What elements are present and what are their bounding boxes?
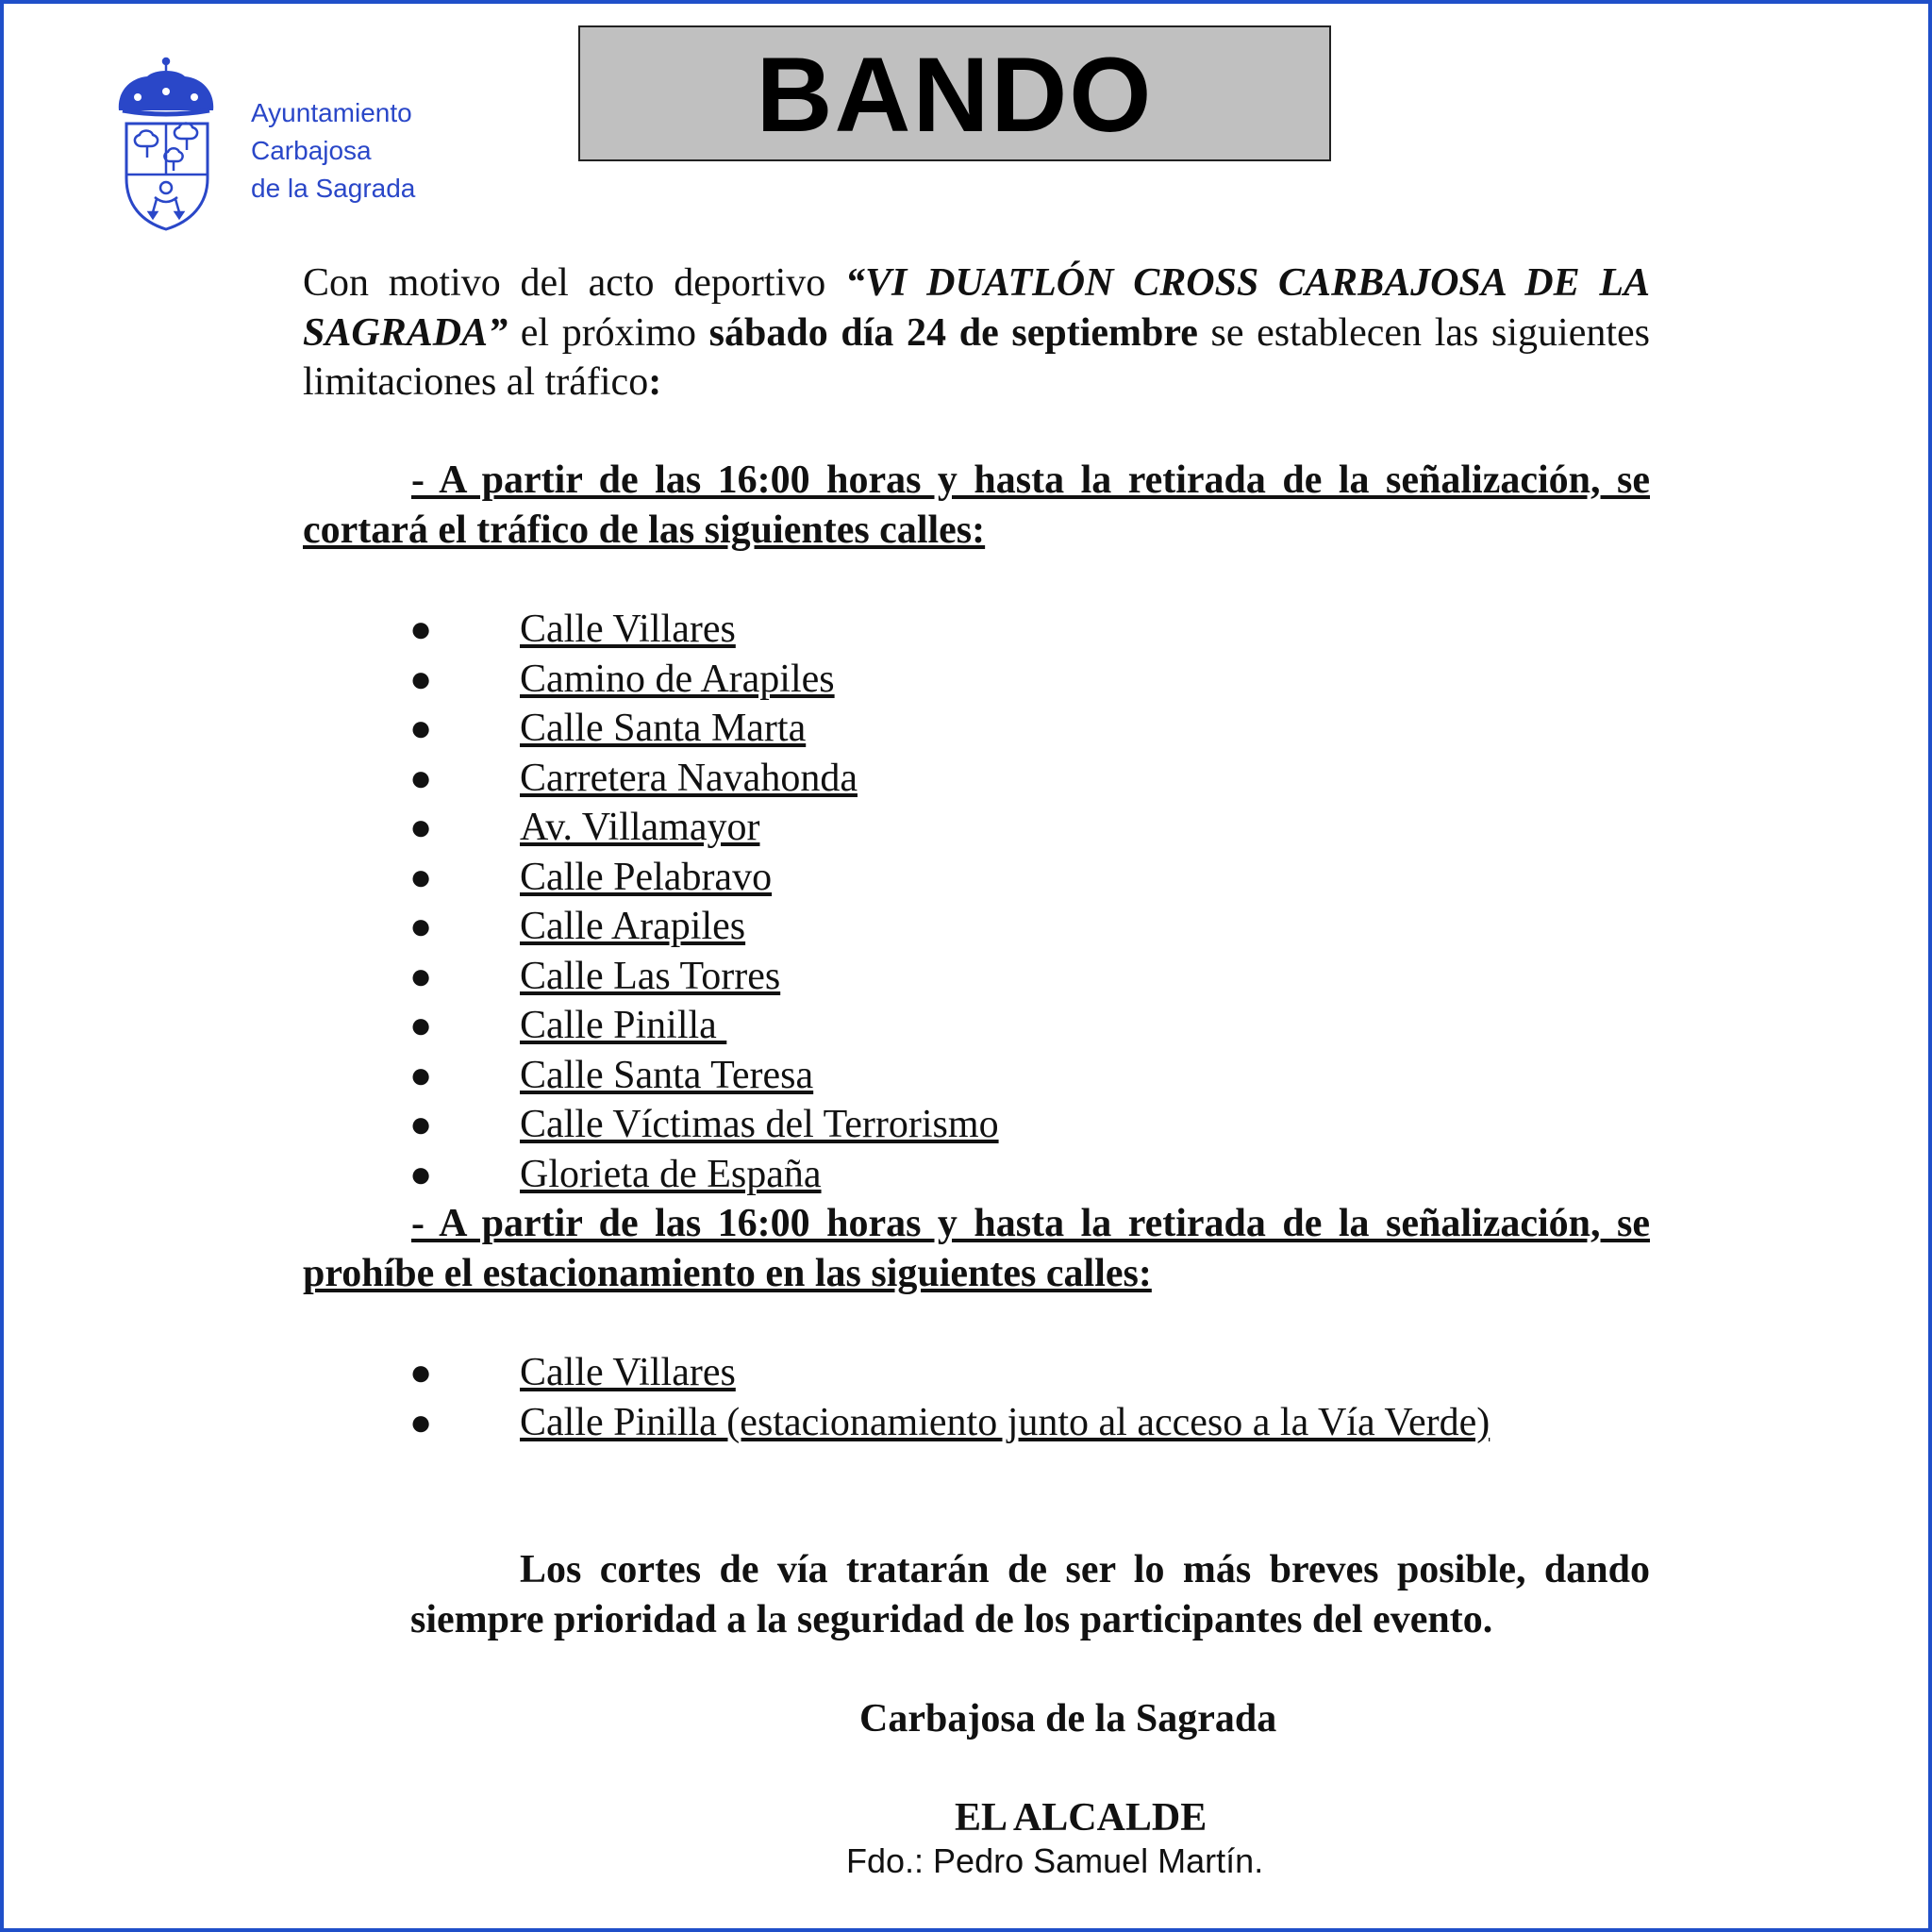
page-title: BANDO <box>756 36 1154 154</box>
bullet-icon: ● <box>409 756 433 799</box>
no-parking-streets-list <box>409 1348 1490 1447</box>
list-item <box>409 1100 999 1150</box>
street-name: Calle Arapiles <box>520 905 746 948</box>
traffic-closure-heading: - A partir de las 16:00 horas y hasta la retirada de la señalización, se cortará el tráfico de las siguientes calles: <box>303 458 1650 552</box>
intro-paragraph <box>303 258 1650 408</box>
street-name: Calle Villares <box>520 608 736 651</box>
intro-text: se establecen las siguientes limitaciones al tráfico <box>303 310 1650 404</box>
bullet-icon: ● <box>409 954 433 997</box>
signature-title: EL ALCALDE <box>955 1796 1208 1840</box>
parking-ban-heading: - A partir de las 16:00 horas y hasta la retirada de la señalización, se prohíbe el estacionamiento en las siguientes calles: <box>303 1202 1650 1295</box>
place-name: Carbajosa de la Sagrada <box>859 1697 1277 1740</box>
bullet-icon: ● <box>409 1053 433 1096</box>
street-name: Calle Santa Marta <box>520 707 807 750</box>
list-item <box>409 754 999 804</box>
street-name: Calle Villares <box>520 1351 736 1394</box>
list-item <box>409 704 999 754</box>
bullet-icon: ● <box>409 1004 433 1046</box>
bullet-icon: ● <box>409 1351 433 1393</box>
coat-of-arms-logo <box>109 56 223 235</box>
list-item <box>409 1398 1490 1448</box>
list-item <box>409 803 999 853</box>
list-item <box>409 1051 999 1101</box>
bullet-icon: ● <box>409 707 433 749</box>
logo-line: de la Sagrada <box>251 174 416 203</box>
list-item <box>409 1001 999 1051</box>
street-name: Calle Pinilla (estacionamiento junto al acceso a la Vía Verde) <box>520 1400 1491 1444</box>
intro-text: Con motivo del acto deportivo <box>303 261 846 305</box>
bullet-icon: ● <box>409 608 433 650</box>
list-item <box>409 655 999 705</box>
street-name: Calle Santa Teresa <box>520 1053 814 1097</box>
closing-paragraph: Los cortes de vía tratarán de ser lo más breves posible, dando siempre prioridad a la seguridad de los participantes del evento. <box>410 1548 1650 1641</box>
list-item <box>409 853 999 903</box>
signed-by: Fdo.: Pedro Samuel Martín. <box>846 1841 1264 1880</box>
closed-streets-list <box>409 605 999 1199</box>
list-item <box>409 605 999 655</box>
street-name: Calle Las Torres <box>520 954 781 998</box>
street-name: Av. Villamayor <box>520 806 760 849</box>
intro-text: el próximo <box>508 310 709 355</box>
intro-colon: : <box>648 360 662 404</box>
list-item <box>409 1348 1490 1398</box>
logo-line: Ayuntamiento <box>251 98 412 127</box>
bullet-icon: ● <box>409 806 433 848</box>
list-item <box>409 1150 999 1200</box>
municipality-name <box>251 94 415 208</box>
bullet-icon: ● <box>409 855 433 898</box>
title-box <box>578 25 1331 161</box>
list-item <box>409 902 999 952</box>
bullet-icon: ● <box>409 1400 433 1443</box>
event-date: sábado día 24 de septiembre <box>708 310 1198 355</box>
logo-line: Carbajosa <box>251 136 372 165</box>
street-name: Calle Víctimas del Terrorismo <box>520 1103 999 1146</box>
street-name: Glorieta de España <box>520 1152 822 1196</box>
street-name: Carretera Navahonda <box>520 756 858 800</box>
street-name: Calle Pelabravo <box>520 855 773 899</box>
list-item <box>409 952 999 1002</box>
event-name: “VI DUATLÓN CROSS CARBAJOSA DE LA SAGRADA” <box>303 261 1651 355</box>
street-name: Camino de Arapiles <box>520 657 835 701</box>
bullet-icon: ● <box>409 905 433 947</box>
street-name: Calle Pinilla <box>520 1004 727 1047</box>
bullet-icon: ● <box>409 1103 433 1145</box>
bullet-icon: ● <box>409 1152 433 1195</box>
bullet-icon: ● <box>409 657 433 700</box>
